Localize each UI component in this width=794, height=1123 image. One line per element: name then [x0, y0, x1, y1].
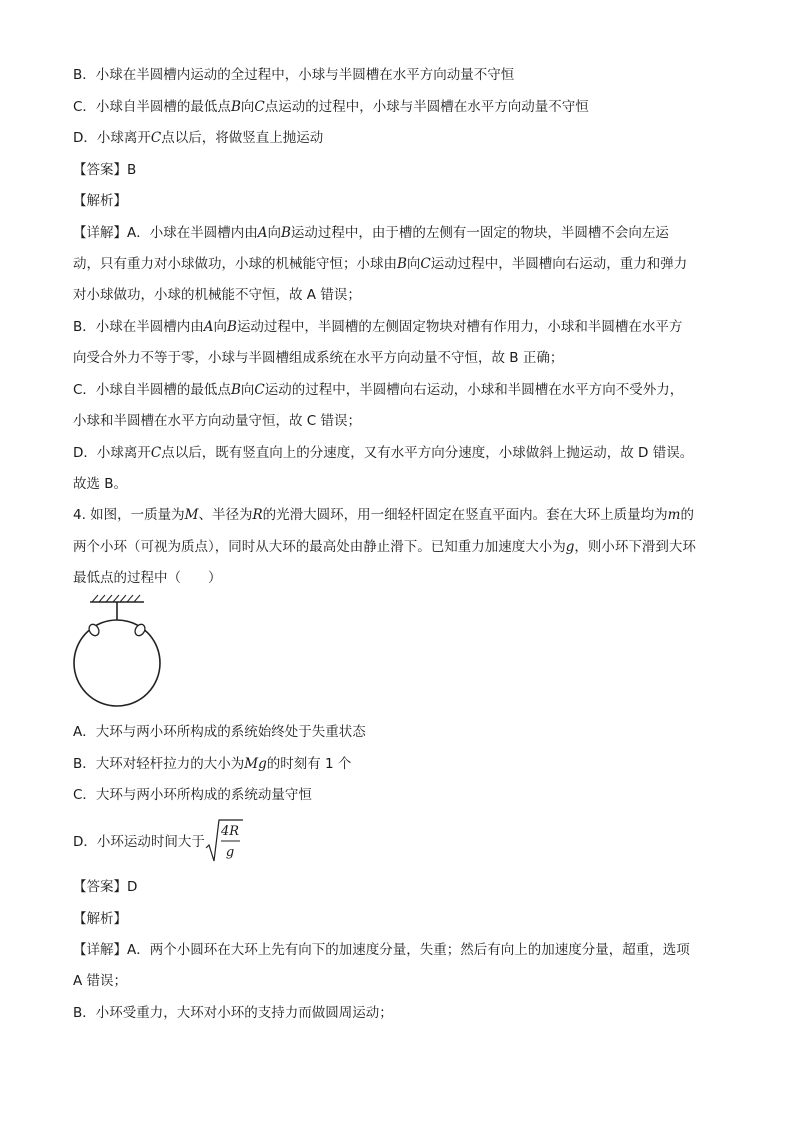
q3-detail-line-1: 【详解】A．小球在半圆槽内由A向B运动过程中，由于槽的左侧有一固定的物块，半圆槽不会向左运: [73, 225, 669, 241]
q4-detail-line-2: A 错误；: [73, 973, 128, 989]
q3-option-d: D．小球离开C点以后，将做竖直上抛运动: [73, 130, 324, 146]
q4-detail-line-3: B．小环受重力，大环对小环的支持力而做圆周运动；: [73, 1005, 393, 1021]
q4-stem-line-1: 4. 如图，一质量为M、半径为R的光滑大圆环，用一细轻杆固定在竖直平面内。套在大环上质量均为m的: [73, 507, 694, 523]
q4-detail-line-1: 【详解】A．两个小圆环在大环上先有向下的加速度分量，失重；然后有向上的加速度分量，超重，选项: [73, 942, 690, 958]
q3-detail-line-4: B．小球在半圆槽内由A向B运动过程中，半圆槽的左侧固定物块对槽有作用力，小球和半圆槽在水平方: [73, 319, 683, 335]
fraction-denominator: g: [225, 845, 235, 860]
q4-option-c: C．大环与两小环所构成的系统动量守恒: [73, 787, 312, 803]
q4-analysis-heading: 【解析】: [73, 911, 127, 927]
ring-diagram: [64, 594, 174, 712]
large-ring: [74, 620, 160, 706]
q3-answer: 【答案】B: [73, 162, 137, 178]
q3-detail-line-3: 对小球做功，小球的机械能不守恒，故 A 错误；: [73, 287, 361, 303]
q3-option-c: C．小球自半圆槽的最低点B向C点运动的过程中，小球与半圆槽在水平方向动量不守恒: [73, 99, 589, 115]
q4-stem-line-2: 两个小环（可视为质点），同时从大环的最高处由静止滑下。已知重力加速度大小为g，则小环下滑到大环: [73, 539, 696, 555]
q4-stem-line-3: 最低点的过程中（ ）: [73, 570, 222, 586]
q3-detail-line-7: 小球和半圆槽在水平方向动量守恒，故 C 错误；: [73, 413, 362, 429]
fraction-numerator: 4R: [220, 824, 240, 839]
sqrt-formula: [205, 818, 245, 864]
q3-detail-line-5: 向受合外力不等于零，小球与半圆槽组成系统在水平方向动量不守恒，故 B 正确；: [73, 350, 564, 366]
q3-detail-line-2: 动，只有重力对小球做功，小球的机械能守恒；小球由B向C运动过程中，半圆槽向右运动，重力和弹力: [73, 256, 688, 272]
q3-option-b: B．小球在半圆槽内运动的全过程中，小球与半圆槽在水平方向动量不守恒: [73, 67, 515, 83]
q3-conclusion: 故选 B。: [73, 476, 128, 492]
ceiling-support: [90, 595, 144, 602]
q3-detail-line-6: C．小球自半圆槽的最低点B向C运动的过程中，半圆槽向右运动，小球和半圆槽在水平方向不受外力，: [73, 382, 684, 398]
q4-option-a: A．大环与两小环所构成的系统始终处于失重状态: [73, 724, 366, 740]
q3-analysis-heading: 【解析】: [73, 193, 127, 209]
q4-answer: 【答案】D: [73, 879, 138, 895]
q4-option-d: D．小环运动时间大于: [73, 834, 205, 850]
q4-option-b: B．大环对轻杆拉力的大小为Mg的时刻有 1 个: [73, 756, 352, 772]
q3-detail-line-8: D．小球离开C点以后，既有竖直向上的分速度，又有水平方向分速度，小球做斜上抛运动，故 D 错误。: [73, 445, 694, 461]
